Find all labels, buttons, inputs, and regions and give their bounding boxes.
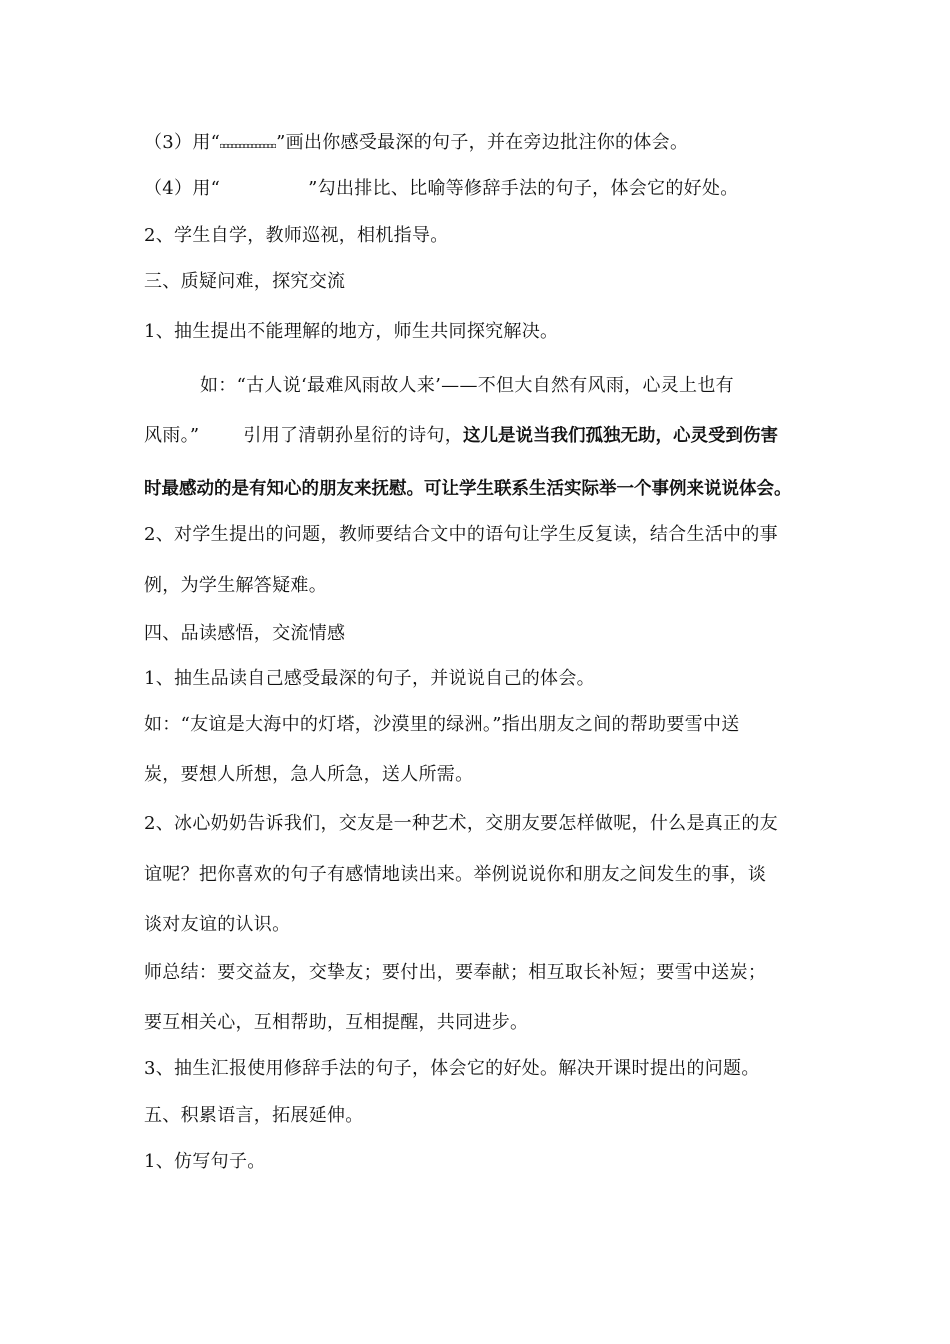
paragraph-line: 1、仿写句子。 [144, 1151, 266, 1172]
section-heading: 五、积累语言，拓展延伸。 [144, 1105, 364, 1126]
paragraph-line: 1、抽生品读自己感受最深的句子，并说说自己的体会。 [144, 668, 595, 689]
text-span: 如：“古人说‘最难风雨故人来’——不但大自然有风雨，心灵上也有 [200, 375, 734, 396]
text-span: ”勾出排比、比喻等修辞手法的句子，体会它的好处。 [308, 178, 739, 199]
wavy-underline-mark [220, 138, 276, 148]
paragraph-line [144, 177, 739, 201]
paragraph-line [144, 424, 778, 448]
text-span: 引用了清朝孙星衍的诗句， [243, 425, 464, 446]
text-span: （4）用“ [144, 178, 221, 199]
paragraph-line: 师总结：要交益友，交挚友；要付出，要奉献；相互取长补短；要雪中送炭； [144, 962, 767, 983]
paragraph-line [144, 374, 734, 398]
paragraph-line: 如：“友谊是大海中的灯塔，沙漠里的绿洲。”指出朋友之间的帮助要雪中送 [144, 714, 740, 735]
section-heading: 四、品读感悟，交流情感 [144, 623, 346, 644]
paragraph-line: 例，为学生解答疑难。 [144, 575, 327, 596]
paragraph-line: 2、冰心奶奶告诉我们，交友是一种艺术，交朋友要怎样做呢，什么是真正的友 [144, 813, 778, 834]
bold-text-span: 这儿是说当我们孤独无助，心灵受到伤害 [463, 426, 779, 446]
paragraph-line: 3、抽生汇报使用修辞手法的句子，体会它的好处。解决开课时提出的问题。 [144, 1058, 760, 1079]
paragraph-line: 谈对友谊的认识。 [144, 914, 291, 935]
paragraph-line: 要互相关心，互相帮助，互相提醒，共同进步。 [144, 1012, 529, 1033]
text-span: ”画出你感受最深的句子，并在旁边批注你的体会。 [276, 132, 689, 153]
section-heading: 三、质疑问难，探究交流 [144, 271, 346, 292]
text-span: （3）用“ [144, 132, 221, 153]
text-span: 风雨。” [144, 425, 200, 446]
paragraph-line: 谊呢？把你喜欢的句子有感情地读出来。举例说说你和朋友之间发生的事，谈 [144, 864, 767, 885]
paragraph-line-bold: 时最感动的是有知心的朋友来抚慰。可让学生联系生活实际举一个事例来说说体会。 [144, 479, 792, 499]
paragraph-line: 2、学生自学，教师巡视，相机指导。 [144, 225, 449, 246]
paragraph-line: 1、抽生提出不能理解的地方，师生共同探究解决。 [144, 321, 559, 342]
paragraph-line: 炭，要想人所想，急人所急，送人所需。 [144, 764, 474, 785]
paragraph-line: 2、对学生提出的问题，教师要结合文中的语句让学生反复读，结合生活中的事 [144, 524, 778, 545]
paragraph-line [144, 131, 688, 155]
